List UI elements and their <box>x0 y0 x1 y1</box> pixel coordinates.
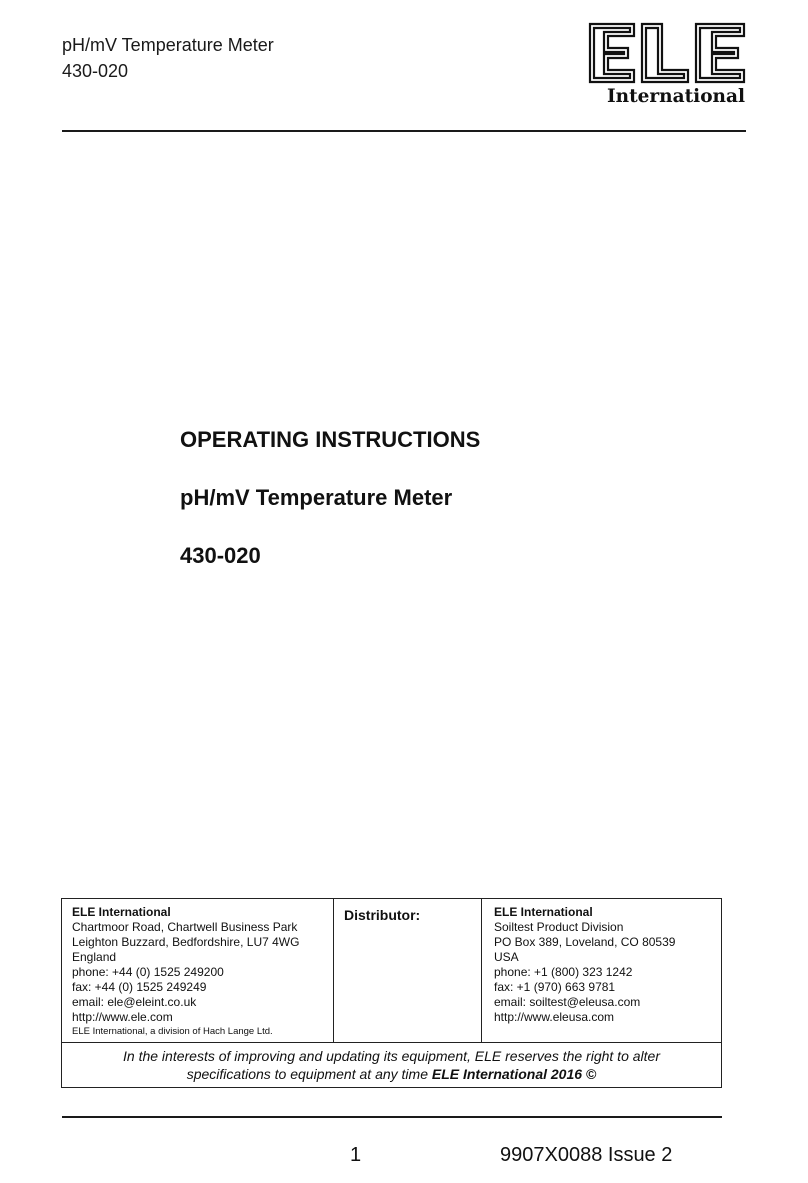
uk-phone: phone: +44 (0) 1525 249200 <box>72 965 224 979</box>
uk-fax: fax: +44 (0) 1525 249249 <box>72 980 207 994</box>
uk-address-line1: Chartmoor Road, Chartwell Business Park <box>72 920 298 934</box>
cover-product-name: pH/mV Temperature Meter <box>180 485 453 510</box>
cover-model-number: 430-020 <box>180 543 261 568</box>
distributor-label: Distributor: <box>344 907 421 923</box>
ele-international-logo <box>588 22 748 106</box>
uk-contact-cell <box>62 899 334 1042</box>
usa-phone: phone: +1 (800) 323 1242 <box>494 965 633 979</box>
uk-website: http://www.ele.com <box>72 1010 173 1024</box>
usa-country: USA <box>494 950 519 964</box>
disclaimer-line1: In the interests of improving and updating its equipment, ELE reserves the right to alter <box>123 1048 660 1064</box>
distributor-cell <box>334 899 482 1042</box>
usa-contact-cell <box>482 899 721 1042</box>
footer-divider <box>62 1116 722 1118</box>
usa-fax: fax: +1 (970) 663 9781 <box>494 980 616 994</box>
disclaimer-copyright: ELE International 2016 © <box>431 1066 597 1082</box>
disclaimer-line2 <box>62 1065 721 1083</box>
uk-country: England <box>72 950 117 964</box>
header-divider <box>62 130 746 132</box>
contact-row <box>62 899 721 1043</box>
contact-table <box>61 898 722 1088</box>
uk-address-line2: Leighton Buzzard, Bedfordshire, LU7 4WG <box>72 935 300 949</box>
uk-company-name: ELE International <box>72 905 171 919</box>
uk-email: email: ele@eleint.co.uk <box>72 995 197 1009</box>
usa-division: Soiltest Product Division <box>494 920 624 934</box>
disclaimer-line2-text: specifications to equipment at any time <box>186 1066 432 1082</box>
header-model-number: 430-020 <box>62 61 129 81</box>
header-title: pH/mV Temperature Meter <box>62 35 274 55</box>
logo-subtext: International <box>607 86 745 106</box>
usa-website: http://www.eleusa.com <box>494 1010 615 1024</box>
uk-division-note: ELE International, a division of Hach Lange Ltd. <box>72 1026 273 1037</box>
ele-logo-graphic <box>588 22 748 106</box>
page-number: 1 <box>350 1144 362 1166</box>
usa-address-line1: PO Box 389, Loveland, CO 80539 <box>494 935 676 949</box>
usa-email: email: soiltest@eleusa.com <box>494 995 641 1009</box>
disclaimer <box>62 1042 721 1087</box>
usa-company-name: ELE International <box>494 905 593 919</box>
cover-heading: OPERATING INSTRUCTIONS <box>180 427 481 452</box>
document-reference: 9907X0088 Issue 2 <box>500 1144 673 1166</box>
